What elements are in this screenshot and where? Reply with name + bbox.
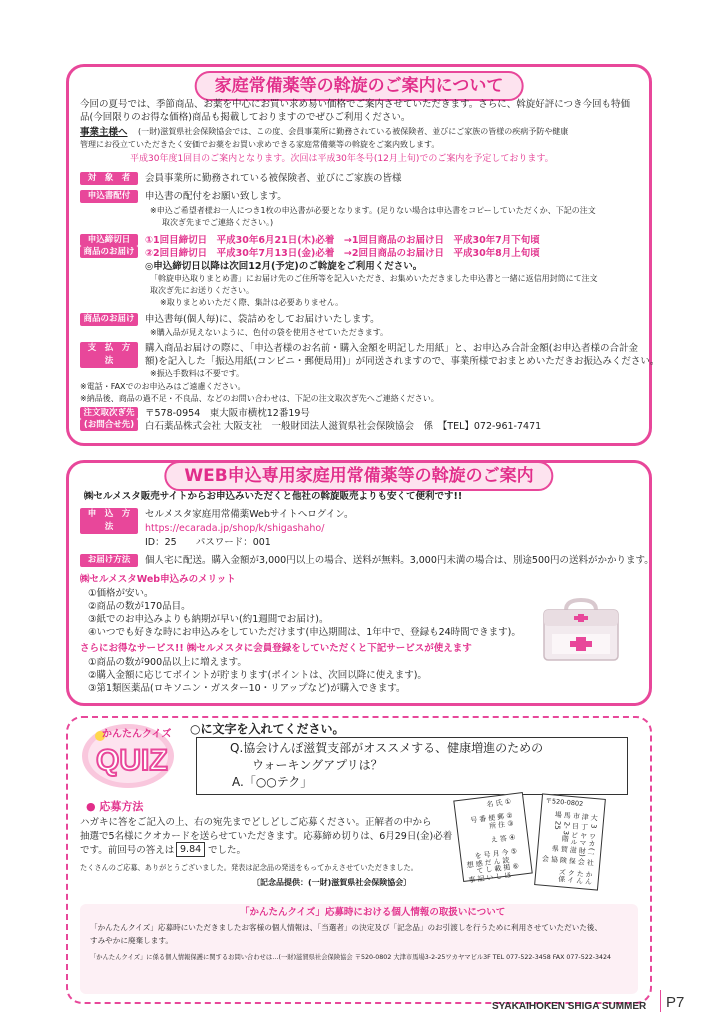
postcard-back-text	[454, 794, 523, 884]
card-line: 読んだ感想	[465, 855, 520, 869]
deadline-1: ①1回目締切日 平成30年6月21日(木)必着 →1回目商品のお届け日 平成30年7月下旬頃	[145, 235, 540, 246]
postcard-back	[453, 792, 532, 882]
deadline-2: ②2回目締切日 平成30年7月13日(金)必着 →2回目商品のお届け日 平成30年8月上旬頃	[145, 248, 540, 259]
privacy-line-1: 「かんたんクイズ」応募時にいただきましたお客様の個人情報は、「当選者」の決定及び「記念品」のお引渡しを行うために利用させていただいた後、	[90, 923, 603, 932]
footer-divider	[660, 990, 661, 1012]
payment-line-2: 額)を記入した「振込用紙(コンビニ・郵便局用)」が同送されますので、事業所様でおまとめいただきお振込みください。	[145, 356, 660, 367]
postcard-front	[534, 793, 606, 890]
merit-title: ㈱セルメスタWeb申込みのメリット	[80, 574, 236, 585]
merit-item: ③紙でのお申込みよりも納期が早い(約1週間でお届け)。	[88, 614, 329, 625]
apply-line-1: ハガキに答をご記入の上、右の宛先までどしどしご応募ください。正解者の中から	[80, 817, 432, 828]
distribution-text: 申込書の配付をお願い致します。	[145, 191, 287, 202]
quiz-question-2: ウォーキングアプリは？	[252, 758, 383, 772]
contact-label: 注文取次ぎ先	[80, 407, 138, 419]
card-line: ①氏 名	[485, 797, 513, 814]
card-line: 社会保険協会	[541, 854, 595, 867]
delivery-label: 商品のお届け	[80, 313, 138, 326]
card-line: ⑤今月号を	[473, 847, 519, 860]
contact-address: 〒578-0954 東大阪市横枕12番19号	[145, 408, 310, 419]
postcard-front-text	[535, 807, 601, 888]
ship-text: 個人宅に配送。購入金額が3,000円以上の場合、送料が無料。3,000円未満の場合は、別途500円の送料がかかります。	[145, 555, 654, 566]
merit-item: ②商品の数が170品目。	[88, 601, 191, 612]
card-line: ⑥掲載して	[475, 861, 521, 875]
intro-line-2: 品(今回限りのお得な価格)商品も掲載しておりますのでぜひご利用ください。	[80, 112, 411, 123]
card-line: 3丁目2-25	[553, 820, 598, 831]
card-line: ②郵便番号	[469, 811, 515, 824]
deadline-3: ◎申込締切日以降は次回12月(予定)のご斡旋をご利用ください。	[145, 261, 423, 272]
schedule-note: 平成30年度1回目のご案内となります。次回は平成30年冬号(12月上旬)でのご案内を予定しております。	[130, 154, 554, 164]
quiz-provider: 〔記念品提供：(一財)滋賀県社会保険協会〕	[252, 878, 412, 887]
misc-note-2: ※納品後、商品の過不足・不良品、などのお問い合わせは、下記の注文取次ぎ先へご連絡ください。	[80, 394, 439, 403]
sponsor-line-1: (一財)滋賀県社会保険協会では、この度、会員事業所に勤務されている被保険者、並びにご家族の皆様の疾病予防や健康	[138, 127, 569, 136]
shop-url-link[interactable]: https://ecarada.jp/shop/k/shigashaho/	[145, 523, 325, 534]
target-text: 会員事業所に勤務されている被保険者、並びにご家族の皆様	[145, 173, 402, 184]
magazine-name: SYAKAIHOKEN SHIGA SUMMER	[492, 1001, 647, 1012]
section1-title: 家庭常備薬等の斡旋のご案内について	[195, 71, 524, 101]
privacy-title: 「かんたんクイズ」応募時における個人情報の取扱いについて	[240, 907, 506, 918]
page-number: P7	[666, 994, 685, 1011]
card-line: ③住 所	[488, 819, 515, 836]
ship-label: お届け方法	[80, 554, 138, 567]
card-line: (一財)滋賀県	[551, 844, 596, 858]
method-text: セルメスタ家庭用常備薬Webサイトへログイン。	[145, 509, 354, 520]
sponsor-label: 事業主様へ	[80, 127, 128, 138]
service-item: ①商品の数が900品以上に増えます。	[88, 657, 247, 668]
deadline-note-1: 「斡旋申込取りまとめ書」にお届け先のご住所等を記入いただき、お集めいただきました申込書と一緒に返信用封筒にて注文	[150, 274, 598, 283]
merit-item: ①価格が安い。	[88, 588, 154, 599]
privacy-line-2: すみやかに廃棄します。	[90, 936, 173, 945]
deadline-note-3: ※取りまとめいただく際、集計は必要ありません。	[160, 298, 344, 307]
login-info: ID：25 パスワード：001	[145, 537, 271, 548]
section2-title: WEB申込専用家庭用常備薬等の斡旋のご案内	[164, 461, 553, 491]
payment-label: 支 払 方 法	[80, 342, 138, 368]
service-item: ③第1類医薬品(ロキソニン・ガスター10・リアップなど)が購入できます。	[88, 683, 406, 694]
delivery-note: ※購入品が見えないように、色付の袋を使用させていただきます。	[150, 328, 389, 337]
delivery-date-label: 商品のお届け	[80, 246, 138, 258]
apply-line-2: 抽選で5名様にクオカードを送らせていただきます。応募締め切りは、6月29日(金)必着	[80, 831, 453, 842]
payment-note: ※振込手数料は不要です。	[150, 369, 245, 378]
quiz-instruction: ○に文字を入れてください。	[190, 722, 345, 736]
postcard-zip: 〒520-0802	[545, 796, 584, 808]
apply-line-3: です。前回号の答えは	[80, 845, 175, 856]
quiz-question-1: Q.協会けんぽ滋賀支部がオススメする、健康増進のための	[230, 741, 544, 755]
misc-note-1: ※電話・FAXでのお申込みはご遠慮ください。	[80, 382, 246, 391]
distribution-label: 申込書配付	[80, 190, 138, 203]
card-line: ④答 え	[489, 833, 517, 850]
quiz-thanks: たくさんのご応募、ありがとうございました。発表は記念品の発送をもってかえさせていただきました。	[80, 863, 418, 872]
quiz-badge-top: かんたんクイズ	[102, 729, 172, 740]
previous-answer-suffix: でした。	[208, 845, 247, 856]
privacy-contact: 「かんたんクイズ」に係る個人情報保護に関するお問い合わせは…(一財)滋賀県社会保険協会 〒520-0802 大津市馬場3-2-25ワカヤマビル3F TEL 077-522-3458 FAX 077-522-3424	[90, 954, 612, 961]
web-lead: ㈱セルメスタ販売サイトからお申込みいただくと他社の斡旋販売よりも安くて便利です!!	[84, 491, 463, 502]
medicine-box-icon	[538, 596, 624, 668]
delivery-text: 申込書毎(個人毎)に、袋詰めをしてお届けいたします。	[145, 314, 380, 325]
target-label: 対 象 者	[80, 172, 138, 185]
sponsor-line-2: 管理にお役立ていただきたく安価でお薬をお買い求めできる家庭常備薬等の斡旋をご案内致します。	[80, 140, 440, 149]
method-label: 申 込 方 法	[80, 508, 138, 534]
apply-title: ● 応募方法	[86, 800, 144, 813]
merit-item: ④いつでも好きな時にお申込みをしていただけます(申込期間は、1年中で、登録も24時間できます)。	[88, 627, 521, 638]
distribution-note-1: ※申込ご希望者様お一人につき1枚の申込書が必要となります。(足りない場合は申込書をコピーしていただくか、下記の注文	[150, 206, 596, 215]
card-line: 大津市馬場	[554, 810, 599, 822]
card-line: ワカヤマビル3階	[560, 830, 597, 848]
contact-company: 白石薬品株式会社 大阪支社 一般財団法人滋賀県社会保険協会 係 【TEL】072-961-7471	[145, 421, 542, 432]
intro-line-1: 今回の夏号では、季節商品、お薬を中心にお買い求め易い価格でご案内させていただきます。さらに、斡旋好評につき今回も特価	[80, 99, 631, 110]
distribution-note-2: 取次ぎ先までご連絡ください。)	[162, 218, 274, 227]
quiz-badge-word: QUIZ	[96, 744, 168, 777]
payment-line-1: 購入商品お届けの際に、「申込者様のお名前・購入金額を明記した用紙」と、お申込み合計金額(お申込者様の合計金	[145, 343, 638, 354]
previous-answer: 9.84	[176, 842, 205, 857]
deadline-label: 申込締切日	[80, 234, 138, 246]
service-item: ②購入金額に応じてポイントが貯まります(ポイントは、次回以降に使えます)。	[88, 670, 427, 681]
quiz-badge	[80, 722, 176, 790]
card-line: かんたんクイズ係	[557, 867, 594, 885]
more-service-title: さらにお得なサービス!! ㈱セルメスタに会員登録をしていただくと下記サービスが使えます	[80, 643, 472, 654]
card-line: ほしい記事	[467, 869, 522, 884]
deadline-note-2: 取次ぎ先にお送りください。	[150, 286, 254, 295]
contact-label-sub: (お問合せ先)	[80, 419, 138, 431]
quiz-answer: A.「○○テク」	[232, 775, 313, 789]
